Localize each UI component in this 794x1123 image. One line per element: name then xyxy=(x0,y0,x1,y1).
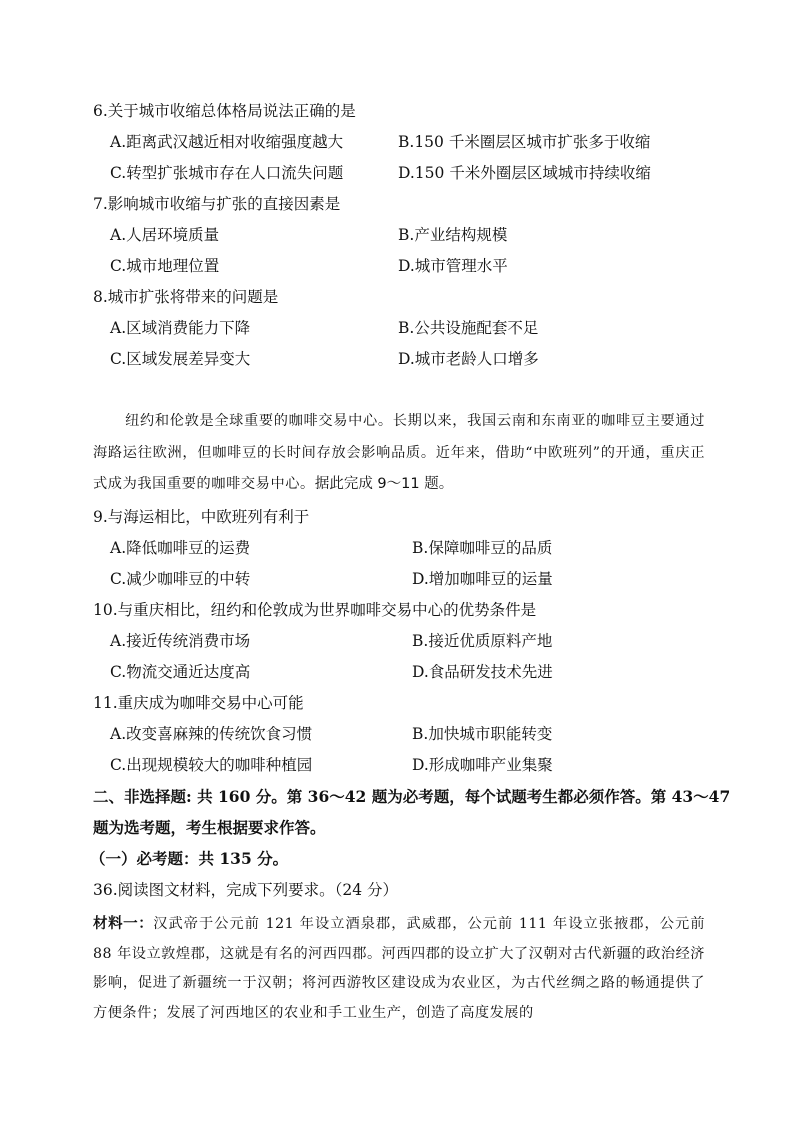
q36-material-one xyxy=(93,910,705,1028)
q8-option-a: A.区域消费能力下降 xyxy=(110,319,251,337)
q9-option-a: A.降低咖啡豆的运费 xyxy=(110,539,251,557)
q10-stem: 10.与重庆相比，纽约和伦敦成为世界咖啡交易中心的优势条件是 xyxy=(93,601,537,619)
required-questions-heading: （一）必考题：共 135 分。 xyxy=(90,849,289,868)
q7-option-d: D.城市管理水平 xyxy=(398,257,508,275)
q10-option-c: C.物流交通近达度高 xyxy=(110,663,251,681)
q9-option-d: D.增加咖啡豆的运量 xyxy=(412,570,553,588)
q36-stem: 36.阅读图文材料，完成下列要求。（24 分） xyxy=(93,881,399,899)
passage-instruction: 据此完成 9～11 题。 xyxy=(314,476,454,492)
q10-option-b: B.接近优质原料产地 xyxy=(412,632,553,650)
material-one-text: 汉武帝于公元前 121 年设立酒泉郡，武威郡，公元前 111 年设立张掖郡，公元前 88 年设立敦煌郡，这就是有名的河西四郡。河西四郡的设立扩大了汉朝对古代新疆的政治经济影响，促进了新疆统一于汉朝；将河西游牧区建设成为农业区，为古代丝绸之路的畅通提供了方便条件；发展了河西地区的农业和手工业生产，创造了高度发展的 xyxy=(93,916,706,1021)
q8-option-b: B.公共设施配套不足 xyxy=(398,319,539,337)
passage-text: 纽约和伦敦是全球重要的咖啡交易中心。长期以来，我国云南和东南亚的咖啡豆主要通过海路运往欧洲，但咖啡豆的长时间存放会影响品质。近年来，借助“中欧班列”的开通，重庆正式成为我国重要的咖啡交易中心。 xyxy=(93,413,705,492)
q7-stem: 7.影响城市收缩与扩张的直接因素是 xyxy=(93,195,341,213)
q6-option-d: D.150 千米外圈层区域城市持续收缩 xyxy=(398,164,651,182)
q6-option-c: C.转型扩张城市存在人口流失问题 xyxy=(110,164,344,182)
q9-option-b: B.保障咖啡豆的品质 xyxy=(412,539,553,557)
q9-option-c: C.减少咖啡豆的中转 xyxy=(110,570,251,588)
q11-option-d: D.形成咖啡产业集聚 xyxy=(412,756,553,774)
section2-title: 二、非选择题: 共 160 分。第 36～42 题为必考题，每个试题考生都必须作答。第 43～47 xyxy=(93,787,731,806)
q7-option-a: A.人居环境质量 xyxy=(110,226,220,244)
q11-stem: 11.重庆成为咖啡交易中心可能 xyxy=(93,694,304,712)
q11-option-b: B.加快城市职能转变 xyxy=(412,725,553,743)
q7-option-c: C.城市地理位置 xyxy=(110,257,220,275)
material-one-label: 材料一： xyxy=(93,916,154,932)
q6-option-b: B.150 千米圈层区城市扩张多于收缩 xyxy=(398,133,651,151)
q6-option-a: A.距离武汉越近相对收缩强度越大 xyxy=(110,133,344,151)
q8-stem: 8.城市扩张将带来的问题是 xyxy=(93,288,279,306)
section2-title-cont: 题为选考题，考生根据要求作答。 xyxy=(93,818,326,837)
q9-stem: 9.与海运相比，中欧班列有利于 xyxy=(93,508,310,526)
q11-option-c: C.出现规模较大的咖啡种植园 xyxy=(110,756,313,774)
q10-option-a: A.接近传统消费市场 xyxy=(110,632,251,650)
coffee-passage xyxy=(93,406,705,501)
q10-option-d: D.食品研发技术先进 xyxy=(412,663,553,681)
q8-option-c: C.区域发展差异变大 xyxy=(110,350,251,368)
q8-option-d: D.城市老龄人口增多 xyxy=(398,350,539,368)
q7-option-b: B.产业结构规模 xyxy=(398,226,508,244)
q11-option-a: A.改变喜麻辣的传统饮食习惯 xyxy=(110,725,313,743)
q6-stem: 6.关于城市收缩总体格局说法正确的是 xyxy=(93,102,356,120)
